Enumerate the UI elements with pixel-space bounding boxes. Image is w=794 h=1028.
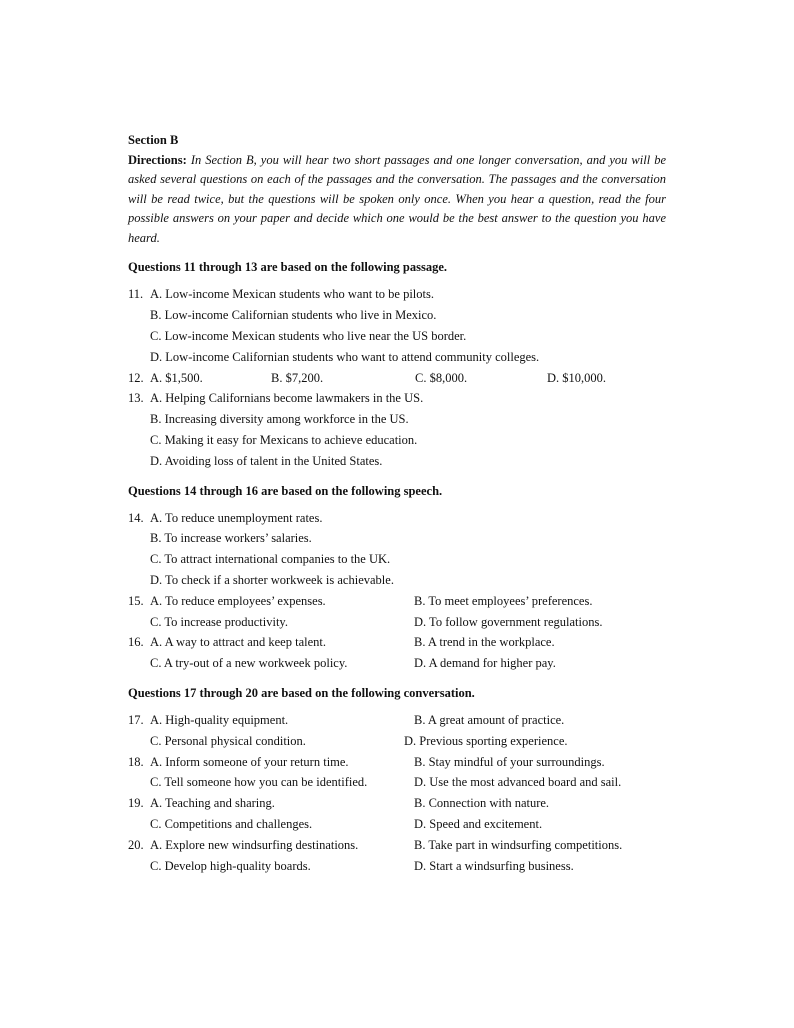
question-number: 18. — [128, 754, 144, 769]
directions-text: In Section B, you will hear two short passages and one longer conversation, and you will be asked several questions on each of the passages and the conversation. The passages and the conversation will be read twice, but the questions will be spoken only once. When you hear a question, read the four possible answers on your paper and decide which one would be the best answer to the question you have heard. — [128, 152, 666, 245]
question-line — [128, 284, 666, 305]
question-13 — [128, 388, 666, 471]
option-c: C. A try-out of a new workweek policy. — [150, 656, 348, 671]
group-heading-11-13: Questions 11 through 13 are based on the following passage. — [128, 260, 448, 275]
option-d: D. Start a windsurfing business. — [414, 858, 574, 873]
option-c: C. Personal physical condition. — [150, 733, 306, 748]
question-line — [128, 549, 666, 570]
option-b: B. Low-income Californian students who live in Mexico. — [150, 308, 437, 323]
question-line — [128, 814, 666, 835]
option-c: C. $8,000. — [415, 370, 468, 385]
question-number: 19. — [128, 796, 144, 811]
question-11 — [128, 284, 666, 367]
question-line — [128, 528, 666, 549]
question-line — [128, 305, 666, 326]
question-line — [128, 731, 666, 752]
question-number: 14. — [128, 510, 144, 525]
option-b: B. Increasing diversity among workforce in the US. — [150, 412, 409, 427]
question-number: 20. — [128, 837, 144, 852]
question-line — [128, 835, 666, 856]
question-line — [128, 368, 666, 389]
question-line — [128, 591, 666, 612]
option-a: A. To reduce unemployment rates. — [150, 510, 323, 525]
question-number: 16. — [128, 635, 144, 650]
question-line — [128, 653, 666, 674]
option-d: D. Speed and excitement. — [414, 817, 543, 831]
option-d: D. $10,000. — [547, 370, 607, 385]
option-c: C. Competitions and challenges. — [150, 817, 313, 831]
option-d: D. Previous sporting experience. — [404, 733, 568, 748]
option-c: C. Making it easy for Mexicans to achieve education. — [150, 433, 418, 448]
option-b: B. Take part in windsurfing competitions. — [414, 837, 623, 852]
question-line — [128, 347, 666, 368]
question-16 — [128, 632, 666, 674]
question-line — [128, 752, 666, 773]
option-b: B. To meet employees’ preferences. — [414, 593, 593, 608]
option-a: A. Helping Californians become lawmakers in the US. — [150, 391, 424, 406]
option-c: C. To attract international companies to the UK. — [150, 552, 391, 567]
option-a: A. High-quality equipment. — [150, 713, 289, 728]
option-b: B. $7,200. — [271, 370, 324, 385]
question-line — [128, 856, 666, 877]
question-line — [128, 508, 666, 529]
question-line — [128, 612, 666, 633]
question-number: 11. — [128, 287, 144, 302]
option-c: C. Develop high-quality boards. — [150, 858, 311, 873]
option-a: A. Low-income Mexican students who want to be pilots. — [150, 287, 434, 302]
section-title: Section B — [128, 133, 179, 147]
group-heading-17-20: Questions 17 through 20 are based on the following conversation. — [128, 686, 475, 701]
option-d: D. To check if a shorter workweek is achievable. — [150, 573, 394, 588]
question-line — [128, 570, 666, 591]
question-18 — [128, 752, 666, 794]
question-14 — [128, 508, 666, 591]
option-b: B. Connection with nature. — [414, 796, 550, 811]
option-b: B. A great amount of practice. — [414, 713, 565, 728]
question-line — [128, 793, 666, 814]
option-a: A. A way to attract and keep talent. — [150, 635, 326, 650]
option-a: A. Explore new windsurfing destinations. — [150, 837, 359, 852]
question-line — [128, 388, 666, 409]
option-d: D. To follow government regulations. — [414, 614, 603, 629]
question-line — [128, 430, 666, 451]
option-b: B. A trend in the workplace. — [414, 635, 555, 650]
directions — [128, 151, 666, 249]
option-a: A. Teaching and sharing. — [150, 796, 275, 811]
question-line — [128, 409, 666, 430]
question-line — [128, 451, 666, 472]
option-d: D. Avoiding loss of talent in the United States. — [150, 453, 383, 468]
question-line — [128, 326, 666, 347]
question-line — [128, 772, 666, 793]
option-d: D. A demand for higher pay. — [414, 656, 556, 671]
question-number: 13. — [128, 391, 144, 406]
question-number: 12. — [128, 370, 144, 385]
question-number: 15. — [128, 593, 144, 608]
question-15 — [128, 591, 666, 633]
option-b: B. Stay mindful of your surroundings. — [414, 754, 605, 769]
directions-label: Directions: — [128, 152, 187, 167]
question-line — [128, 632, 666, 653]
question-line — [128, 710, 666, 731]
option-a: A. To reduce employees’ expenses. — [150, 593, 326, 608]
option-c: C. To increase productivity. — [150, 614, 288, 629]
exam-page — [128, 131, 666, 876]
question-number: 17. — [128, 713, 144, 728]
option-d: D. Low-income Californian students who want to attend community colleges. — [150, 349, 540, 364]
option-a: A. Inform someone of your return time. — [150, 754, 349, 769]
question-19 — [128, 793, 666, 835]
option-c: C. Tell someone how you can be identified. — [150, 775, 368, 790]
group-heading-14-16: Questions 14 through 16 are based on the following speech. — [128, 483, 443, 498]
question-17 — [128, 710, 666, 752]
question-20 — [128, 835, 666, 877]
option-a: A. $1,500. — [150, 370, 203, 385]
question-12 — [128, 368, 666, 389]
option-b: B. To increase workers’ salaries. — [150, 531, 312, 546]
option-d: D. Use the most advanced board and sail. — [414, 775, 622, 790]
option-c: C. Low-income Mexican students who live near the US border. — [150, 329, 467, 344]
